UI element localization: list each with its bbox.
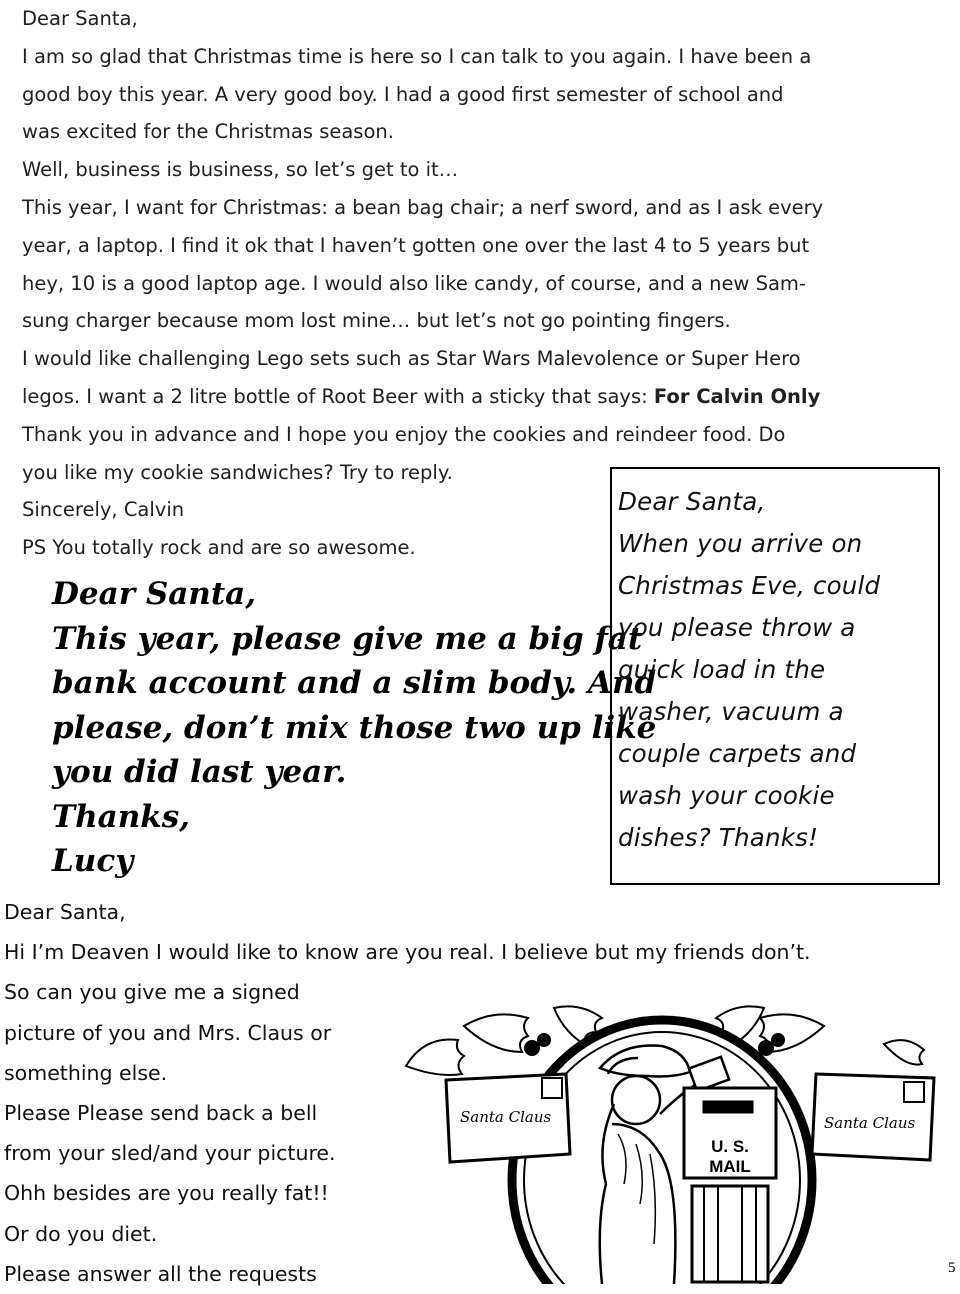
letter-line: you please throw a xyxy=(618,613,856,642)
letter-line: picture of you and Mrs. Claus or xyxy=(4,1020,332,1045)
letter-line: year, a laptop. I find it ok that I haven’t gotten one over the last 4 to 5 years but xyxy=(22,233,810,257)
letter-line: couple carpets and xyxy=(618,739,857,768)
letter-line: you like my cookie sandwiches? Try to reply. xyxy=(22,460,453,484)
letter-line: I am so glad that Christmas time is here so I can talk to you again. I have been a xyxy=(22,44,812,68)
letter-line: Dear Santa, xyxy=(618,487,766,516)
letter-line: quick load in the xyxy=(618,655,826,684)
letter-line: Dear Santa, xyxy=(22,7,138,30)
letter-line: washer, vacuum a xyxy=(618,697,844,726)
letter-line: This year, please give me a big fat xyxy=(52,620,643,657)
letter-line: Hi I’m Deaven I would like to know are you real. I believe but my friends don’t. xyxy=(4,940,811,965)
letter-line: Dear Santa, xyxy=(4,900,126,924)
letter-line: hey, 10 is a good laptop age. I would also like candy, of course, and a new Sam- xyxy=(22,271,806,295)
letter-line: So can you give me a signed xyxy=(4,980,300,1005)
letter-line: dishes? Thanks! xyxy=(618,823,819,852)
letter-line: from your sled/and your picture. xyxy=(4,1141,336,1166)
emphasis-text: For Calvin Only xyxy=(653,384,821,408)
letter-line: Please Please send back a bell xyxy=(4,1101,318,1126)
envelope-right xyxy=(812,1074,934,1160)
letter-line: something else. xyxy=(4,1060,168,1085)
envelope-left-label: Santa Claus xyxy=(460,1108,552,1126)
letter-line: was excited for the Christmas season. xyxy=(22,120,394,144)
letter-line xyxy=(22,378,942,416)
page-number: 5 xyxy=(948,1260,956,1276)
mailbox-line1: U. S. xyxy=(711,1137,749,1156)
letter-boxed xyxy=(610,467,940,885)
letter-line: wash your cookie xyxy=(618,781,835,810)
letter-line: Christmas Eve, could xyxy=(618,571,881,600)
letter-postscript: PS You totally rock and are so awesome. xyxy=(22,536,416,560)
envelope-left xyxy=(446,1074,570,1162)
letter-line: Well, business is business, so let’s get to it… xyxy=(22,158,459,182)
letter-line: Please answer all the requests xyxy=(4,1261,317,1286)
mailbox-line2: MAIL xyxy=(709,1157,751,1176)
letter-line: Thanks, xyxy=(52,798,190,835)
letter-line: Dear Santa, xyxy=(52,576,257,612)
letter-line: When you arrive on xyxy=(618,529,863,558)
letter-line: sung charger because mom lost mine… but let’s not go pointing fingers. xyxy=(22,309,731,333)
mailbox xyxy=(684,1088,776,1282)
letter-line: good boy this year. A very good boy. I had a good first semester of school and xyxy=(22,82,784,106)
letter-line: bank account and a slim body. And xyxy=(52,665,657,701)
letter-lucy xyxy=(52,572,657,884)
envelope-right-label: Santa Claus xyxy=(824,1114,916,1132)
santa-mail-illustration xyxy=(404,1004,944,1284)
letter-line: Or do you diet. xyxy=(4,1221,158,1246)
letter-text: legos. I want a 2 litre bottle of Root Beer with a sticky that says: xyxy=(22,384,654,408)
letter-line: Thank you in advance and I hope you enjoy the cookies and reindeer food. Do xyxy=(22,422,786,446)
letter-line: I would like challenging Lego sets such as Star Wars Malevolence or Super Hero xyxy=(22,347,801,371)
letter-line: Ohh besides are you really fat!! xyxy=(4,1181,329,1206)
letter-signature: Lucy xyxy=(52,843,134,879)
letter-signature: Sincerely, Calvin xyxy=(22,498,185,522)
letter-line: This year, I want for Christmas: a bean bag chair; a nerf sword, and as I ask every xyxy=(22,195,824,219)
letter-line: you did last year. xyxy=(52,754,347,790)
letter-line: please, don’t mix those two up like xyxy=(52,709,657,746)
